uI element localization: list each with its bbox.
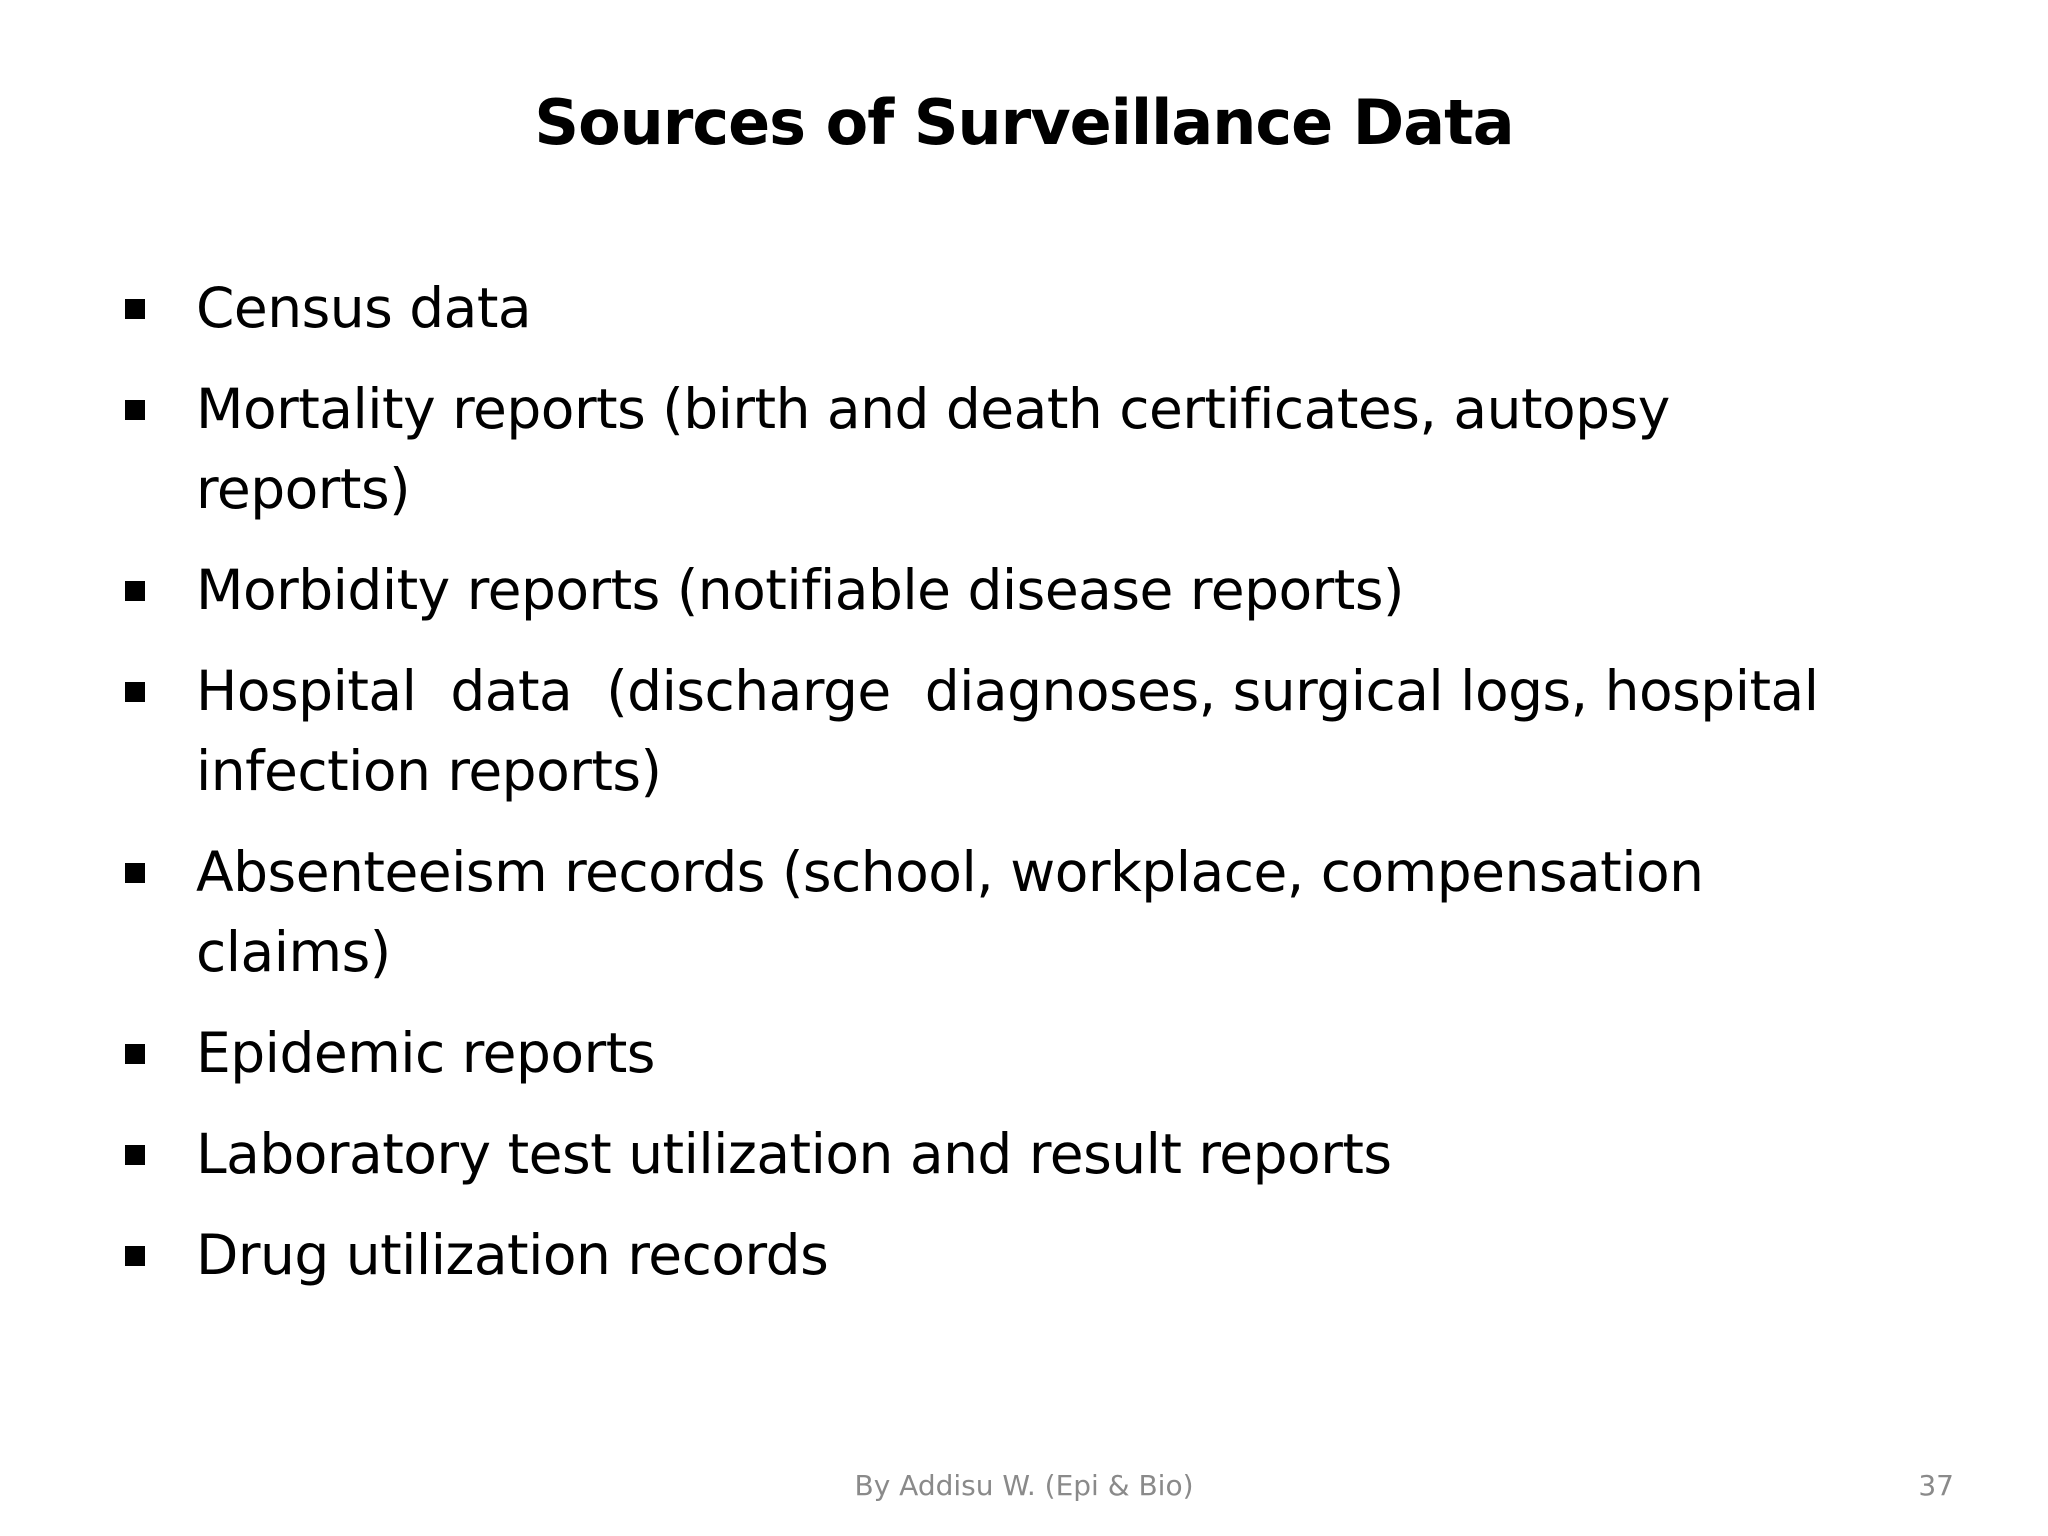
bullet-text: Epidemic reports xyxy=(196,1021,655,1085)
square-bullet-icon xyxy=(125,682,145,702)
bullet-text: Census data xyxy=(196,276,532,340)
square-bullet-icon xyxy=(125,581,145,601)
footer-author: By Addisu W. (Epi & Bio) xyxy=(854,1469,1194,1502)
bullet-text-continuation: reports) xyxy=(196,457,411,521)
bullet-text: Hospital data (discharge diagnoses, surgical logs, hospital xyxy=(196,659,1819,723)
bullet-item xyxy=(116,369,1916,529)
bullet-text: Mortality reports (birth and death certificates, autopsy xyxy=(196,377,1670,441)
bullet-text: Absenteeism records (school, workplace, compensation xyxy=(196,840,1704,904)
bullet-item xyxy=(116,1215,1916,1295)
bullet-item xyxy=(116,651,1916,811)
bullet-list xyxy=(116,268,1916,1316)
page-number: 37 xyxy=(1918,1469,1954,1502)
square-bullet-icon xyxy=(125,1044,145,1064)
slide-title: Sources of Surveillance Data xyxy=(534,86,1514,159)
bullet-text-continuation: infection reports) xyxy=(196,739,662,803)
bullet-text-continuation: claims) xyxy=(196,920,391,984)
bullet-item xyxy=(116,268,1916,348)
bullet-text: Drug utilization records xyxy=(196,1223,829,1287)
square-bullet-icon xyxy=(125,1246,145,1266)
bullet-text: Laboratory test utilization and result reports xyxy=(196,1122,1392,1186)
square-bullet-icon xyxy=(125,299,145,319)
square-bullet-icon xyxy=(125,1145,145,1165)
bullet-text: Morbidity reports (notifiable disease reports) xyxy=(196,558,1404,622)
square-bullet-icon xyxy=(125,400,145,420)
square-bullet-icon xyxy=(125,863,145,883)
bullet-item xyxy=(116,550,1916,630)
bullet-item xyxy=(116,832,1916,992)
bullet-item xyxy=(116,1013,1916,1093)
bullet-item xyxy=(116,1114,1916,1194)
